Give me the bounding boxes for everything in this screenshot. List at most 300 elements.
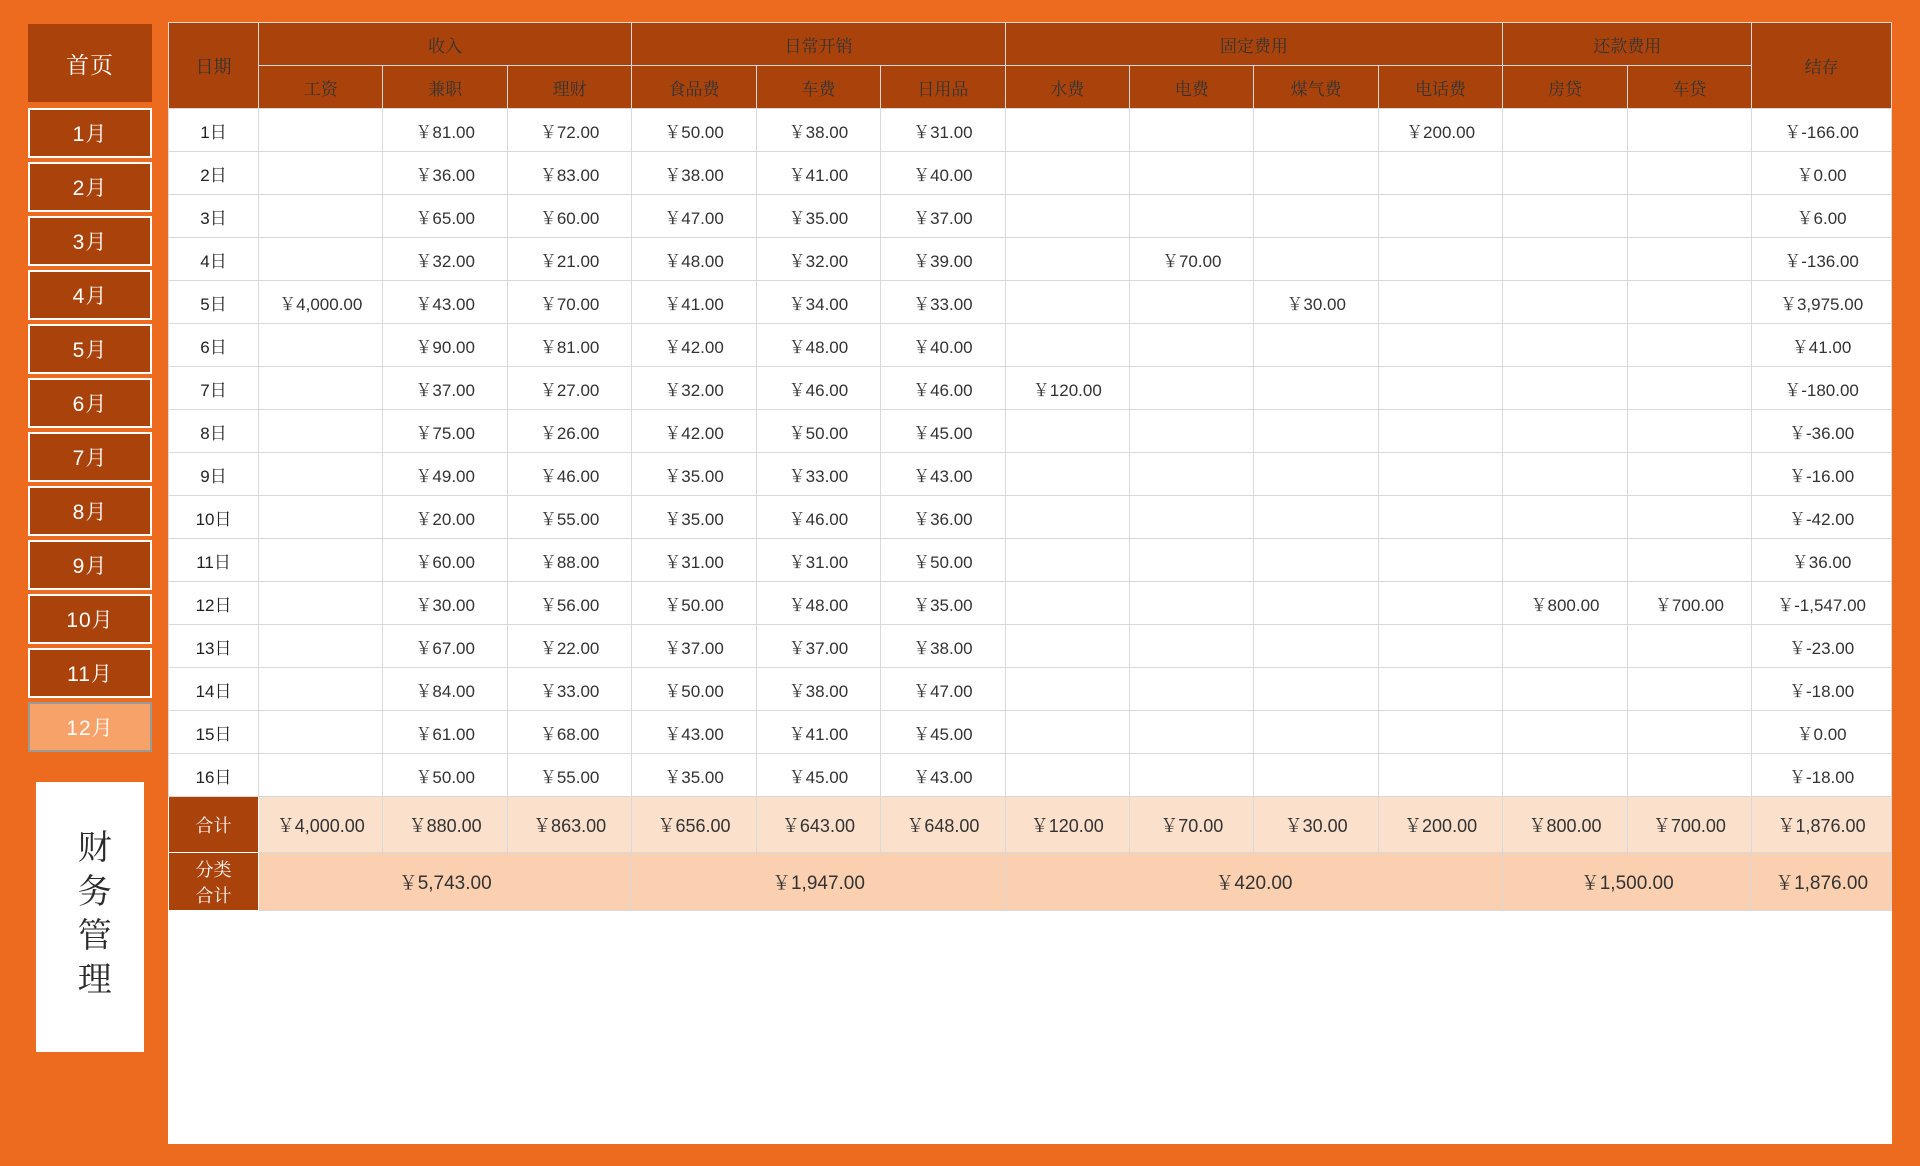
cell-daily-goods[interactable]: ￥45.00: [881, 711, 1005, 754]
cell-mortgage[interactable]: [1503, 195, 1627, 238]
cell-salary[interactable]: [259, 582, 383, 625]
cell-car-loan[interactable]: [1627, 711, 1751, 754]
column-group-repayment: 还款费用: [1503, 23, 1752, 66]
table-row[interactable]: [169, 367, 1892, 410]
cell-gas[interactable]: [1254, 668, 1378, 711]
cell-food[interactable]: ￥48.00: [632, 238, 756, 281]
cell-food[interactable]: ￥42.00: [632, 324, 756, 367]
column-group-income: 收入: [259, 23, 632, 66]
cell-balance: ￥36.00: [1752, 539, 1892, 582]
cell-parttime[interactable]: ￥32.00: [383, 238, 507, 281]
cell-electricity[interactable]: [1130, 754, 1254, 797]
cell-mortgage[interactable]: ￥800.00: [1503, 582, 1627, 625]
sidebar-item-label: 首页: [66, 51, 114, 78]
cell-phone[interactable]: [1378, 410, 1502, 453]
cell-balance: ￥-23.00: [1752, 625, 1892, 668]
cell-balance: ￥41.00: [1752, 324, 1892, 367]
cell-parttime[interactable]: ￥90.00: [383, 324, 507, 367]
cell-gas[interactable]: [1254, 582, 1378, 625]
cell-day: 2日: [169, 152, 259, 195]
cell-phone[interactable]: [1378, 625, 1502, 668]
table-row[interactable]: [169, 754, 1892, 797]
sidebar-item-month-12[interactable]: [28, 702, 152, 752]
cell-transport[interactable]: ￥45.00: [756, 754, 880, 797]
cell-gas[interactable]: [1254, 238, 1378, 281]
cell-mortgage[interactable]: [1503, 496, 1627, 539]
cell-electricity[interactable]: [1130, 496, 1254, 539]
cell-transport[interactable]: ￥41.00: [756, 711, 880, 754]
cell-daily-goods[interactable]: ￥47.00: [881, 668, 1005, 711]
cell-investment[interactable]: ￥81.00: [507, 324, 631, 367]
cell-car-loan[interactable]: [1627, 625, 1751, 668]
cell-balance: ￥-18.00: [1752, 754, 1892, 797]
cell-mortgage[interactable]: [1503, 152, 1627, 195]
cell-phone[interactable]: [1378, 754, 1502, 797]
table-row[interactable]: [169, 496, 1892, 539]
cell-parttime[interactable]: ￥43.00: [383, 281, 507, 324]
cell-water[interactable]: [1005, 496, 1129, 539]
cell-transport[interactable]: ￥38.00: [756, 109, 880, 152]
cell-balance: ￥6.00: [1752, 195, 1892, 238]
cell-phone[interactable]: [1378, 367, 1502, 410]
sidebar-item-month-2[interactable]: [28, 162, 152, 212]
cell-food[interactable]: ￥37.00: [632, 625, 756, 668]
cell-gas[interactable]: [1254, 367, 1378, 410]
cell-day: 6日: [169, 324, 259, 367]
table-row[interactable]: [169, 238, 1892, 281]
column-header-date: 日期: [169, 23, 259, 109]
cell-water[interactable]: [1005, 625, 1129, 668]
total-phone: ￥200.00: [1378, 797, 1502, 853]
cell-electricity[interactable]: [1130, 711, 1254, 754]
cell-daily-goods[interactable]: ￥35.00: [881, 582, 1005, 625]
cell-car-loan[interactable]: [1627, 453, 1751, 496]
cell-car-loan[interactable]: [1627, 195, 1751, 238]
column-header-electricity: 电费: [1130, 66, 1254, 109]
sidebar-item-label: 5月: [72, 339, 108, 362]
cell-day: 4日: [169, 238, 259, 281]
sidebar-item-month-8[interactable]: [28, 486, 152, 536]
cell-parttime[interactable]: ￥50.00: [383, 754, 507, 797]
cell-balance: ￥-18.00: [1752, 668, 1892, 711]
cell-food[interactable]: ￥42.00: [632, 410, 756, 453]
cell-mortgage[interactable]: [1503, 238, 1627, 281]
cell-gas[interactable]: [1254, 453, 1378, 496]
column-header-daily-goods: 日用品: [881, 66, 1005, 109]
cell-transport[interactable]: ￥50.00: [756, 410, 880, 453]
cell-day: 11日: [169, 539, 259, 582]
cell-water[interactable]: [1005, 582, 1129, 625]
cell-day: 9日: [169, 453, 259, 496]
cell-electricity[interactable]: [1130, 410, 1254, 453]
category-label-line1: 分类: [195, 859, 232, 880]
cell-salary[interactable]: [259, 754, 383, 797]
cell-gas[interactable]: [1254, 539, 1378, 582]
cell-phone[interactable]: [1378, 238, 1502, 281]
cell-transport[interactable]: ￥33.00: [756, 453, 880, 496]
cell-salary[interactable]: [259, 496, 383, 539]
sidebar-item-label: 8月: [72, 501, 108, 524]
cell-electricity[interactable]: [1130, 109, 1254, 152]
cell-parttime[interactable]: ￥84.00: [383, 668, 507, 711]
cell-transport[interactable]: ￥41.00: [756, 152, 880, 195]
cell-phone[interactable]: ￥200.00: [1378, 109, 1502, 152]
cell-salary[interactable]: [259, 539, 383, 582]
cell-phone[interactable]: [1378, 281, 1502, 324]
cell-water[interactable]: [1005, 281, 1129, 324]
cell-daily-goods[interactable]: ￥43.00: [881, 754, 1005, 797]
cell-salary[interactable]: [259, 152, 383, 195]
cell-daily-goods[interactable]: ￥38.00: [881, 625, 1005, 668]
cell-day: 12日: [169, 582, 259, 625]
cell-phone[interactable]: [1378, 711, 1502, 754]
column-header-mortgage: 房贷: [1503, 66, 1627, 109]
cell-parttime[interactable]: ￥49.00: [383, 453, 507, 496]
table-row[interactable]: [169, 195, 1892, 238]
cell-gas[interactable]: ￥30.00: [1254, 281, 1378, 324]
cell-car-loan[interactable]: [1627, 281, 1751, 324]
cell-car-loan[interactable]: [1627, 367, 1751, 410]
cell-food[interactable]: ￥50.00: [632, 109, 756, 152]
cell-salary[interactable]: [259, 410, 383, 453]
cell-phone[interactable]: [1378, 582, 1502, 625]
cell-day: 16日: [169, 754, 259, 797]
cell-salary[interactable]: ￥4,000.00: [259, 281, 383, 324]
cell-investment[interactable]: ￥26.00: [507, 410, 631, 453]
cell-parttime[interactable]: ￥60.00: [383, 539, 507, 582]
cell-gas[interactable]: [1254, 410, 1378, 453]
cell-daily-goods[interactable]: ￥43.00: [881, 453, 1005, 496]
cell-day: 10日: [169, 496, 259, 539]
cell-transport[interactable]: ￥38.00: [756, 668, 880, 711]
cell-water[interactable]: [1005, 109, 1129, 152]
sidebar-item-label: 11月: [67, 663, 113, 686]
cell-investment[interactable]: ￥88.00: [507, 539, 631, 582]
cell-parttime[interactable]: ￥81.00: [383, 109, 507, 152]
cell-daily-goods[interactable]: ￥36.00: [881, 496, 1005, 539]
sidebar-item-month-7[interactable]: [28, 432, 152, 482]
cell-car-loan[interactable]: [1627, 238, 1751, 281]
cell-phone[interactable]: [1378, 539, 1502, 582]
cell-water[interactable]: [1005, 195, 1129, 238]
cell-food[interactable]: ￥43.00: [632, 711, 756, 754]
cell-food[interactable]: ￥35.00: [632, 754, 756, 797]
total-transport: ￥643.00: [756, 797, 880, 853]
cell-salary[interactable]: [259, 711, 383, 754]
total-parttime: ￥880.00: [383, 797, 507, 853]
sidebar-item-month-6[interactable]: [28, 378, 152, 428]
cell-food[interactable]: ￥41.00: [632, 281, 756, 324]
sidebar-item-label: 6月: [72, 393, 108, 416]
cell-mortgage[interactable]: [1503, 668, 1627, 711]
sidebar-item-month-3[interactable]: [28, 216, 152, 266]
sidebar: [20, 22, 160, 1144]
cell-water[interactable]: [1005, 539, 1129, 582]
cell-mortgage[interactable]: [1503, 281, 1627, 324]
category-totals-row-label: [169, 853, 259, 911]
cell-water[interactable]: [1005, 152, 1129, 195]
cell-mortgage[interactable]: [1503, 109, 1627, 152]
cell-electricity[interactable]: [1130, 539, 1254, 582]
cell-daily-goods[interactable]: ￥45.00: [881, 410, 1005, 453]
column-header-balance: 结存: [1752, 23, 1892, 109]
cell-salary[interactable]: [259, 109, 383, 152]
column-header-car-loan: 车贷: [1627, 66, 1751, 109]
cell-balance: ￥-136.00: [1752, 238, 1892, 281]
category-total-daily: ￥1,947.00: [632, 853, 1005, 911]
cell-investment[interactable]: ￥56.00: [507, 582, 631, 625]
sidebar-item-home[interactable]: [28, 24, 152, 102]
cell-water[interactable]: ￥120.00: [1005, 367, 1129, 410]
cell-transport[interactable]: ￥35.00: [756, 195, 880, 238]
table-row[interactable]: [169, 711, 1892, 754]
cell-salary[interactable]: [259, 238, 383, 281]
cell-balance: ￥-36.00: [1752, 410, 1892, 453]
cell-transport[interactable]: ￥31.00: [756, 539, 880, 582]
cell-gas[interactable]: [1254, 711, 1378, 754]
sidebar-item-label: 2月: [72, 177, 108, 200]
cell-electricity[interactable]: ￥70.00: [1130, 238, 1254, 281]
table-row[interactable]: [169, 281, 1892, 324]
budget-table-container: [168, 22, 1892, 1144]
sidebar-item-month-10[interactable]: [28, 594, 152, 644]
table-header: [169, 23, 1892, 109]
cell-food[interactable]: ￥32.00: [632, 367, 756, 410]
totals-row-label: 合计: [169, 797, 259, 853]
total-electricity: ￥70.00: [1130, 797, 1254, 853]
cell-food[interactable]: ￥50.00: [632, 582, 756, 625]
cell-food[interactable]: ￥35.00: [632, 453, 756, 496]
total-daily-goods: ￥648.00: [881, 797, 1005, 853]
total-investment: ￥863.00: [507, 797, 631, 853]
cell-daily-goods[interactable]: ￥46.00: [881, 367, 1005, 410]
sidebar-item-label: 12月: [66, 717, 114, 740]
cell-daily-goods[interactable]: ￥37.00: [881, 195, 1005, 238]
sidebar-item-label: 4月: [72, 285, 108, 308]
cell-electricity[interactable]: [1130, 668, 1254, 711]
cell-food[interactable]: ￥38.00: [632, 152, 756, 195]
cell-car-loan[interactable]: [1627, 754, 1751, 797]
cell-parttime[interactable]: ￥30.00: [383, 582, 507, 625]
cell-food[interactable]: ￥47.00: [632, 195, 756, 238]
cell-investment[interactable]: ￥70.00: [507, 281, 631, 324]
cell-car-loan[interactable]: [1627, 109, 1751, 152]
cell-balance: ￥-180.00: [1752, 367, 1892, 410]
cell-investment[interactable]: ￥72.00: [507, 109, 631, 152]
table-header-group-row: [169, 23, 1892, 66]
table-row[interactable]: [169, 625, 1892, 668]
cell-transport[interactable]: ￥48.00: [756, 582, 880, 625]
cell-balance: ￥3,975.00: [1752, 281, 1892, 324]
cell-balance: ￥0.00: [1752, 711, 1892, 754]
cell-phone[interactable]: [1378, 324, 1502, 367]
cell-transport[interactable]: ￥34.00: [756, 281, 880, 324]
total-salary: ￥4,000.00: [259, 797, 383, 853]
cell-transport[interactable]: ￥37.00: [756, 625, 880, 668]
cell-daily-goods[interactable]: ￥50.00: [881, 539, 1005, 582]
cell-daily-goods[interactable]: ￥40.00: [881, 324, 1005, 367]
cell-parttime[interactable]: ￥67.00: [383, 625, 507, 668]
column-header-investment: 理财: [507, 66, 631, 109]
cell-phone[interactable]: [1378, 152, 1502, 195]
cell-transport[interactable]: ￥46.00: [756, 367, 880, 410]
category-label-line2: 合计: [195, 885, 232, 906]
cell-phone[interactable]: [1378, 668, 1502, 711]
table-row[interactable]: [169, 668, 1892, 711]
cell-salary[interactable]: [259, 668, 383, 711]
cell-electricity[interactable]: [1130, 281, 1254, 324]
cell-day: 13日: [169, 625, 259, 668]
cell-mortgage[interactable]: [1503, 453, 1627, 496]
cell-gas[interactable]: [1254, 625, 1378, 668]
total-mortgage: ￥800.00: [1503, 797, 1627, 853]
column-header-phone: 电话费: [1378, 66, 1502, 109]
cell-mortgage[interactable]: [1503, 754, 1627, 797]
budget-table: [168, 22, 1892, 911]
total-car-loan: ￥700.00: [1627, 797, 1751, 853]
cell-food[interactable]: ￥35.00: [632, 496, 756, 539]
app-vertical-title-text: 财务管理: [72, 829, 110, 1005]
cell-salary[interactable]: [259, 324, 383, 367]
cell-water[interactable]: [1005, 668, 1129, 711]
cell-food[interactable]: ￥50.00: [632, 668, 756, 711]
cell-investment[interactable]: ￥27.00: [507, 367, 631, 410]
cell-investment[interactable]: ￥55.00: [507, 754, 631, 797]
cell-parttime[interactable]: ￥65.00: [383, 195, 507, 238]
category-total-income: ￥5,743.00: [259, 853, 632, 911]
cell-water[interactable]: [1005, 711, 1129, 754]
column-group-daily-expense: 日常开销: [632, 23, 1005, 66]
total-food: ￥656.00: [632, 797, 756, 853]
total-water: ￥120.00: [1005, 797, 1129, 853]
table-row[interactable]: [169, 152, 1892, 195]
cell-gas[interactable]: [1254, 754, 1378, 797]
cell-investment[interactable]: ￥55.00: [507, 496, 631, 539]
cell-electricity[interactable]: [1130, 582, 1254, 625]
cell-parttime[interactable]: ￥61.00: [383, 711, 507, 754]
cell-gas[interactable]: [1254, 496, 1378, 539]
cell-car-loan[interactable]: [1627, 410, 1751, 453]
cell-mortgage[interactable]: [1503, 539, 1627, 582]
cell-car-loan[interactable]: [1627, 668, 1751, 711]
cell-daily-goods[interactable]: ￥39.00: [881, 238, 1005, 281]
cell-day: 14日: [169, 668, 259, 711]
cell-investment[interactable]: ￥21.00: [507, 238, 631, 281]
cell-mortgage[interactable]: [1503, 367, 1627, 410]
cell-water[interactable]: [1005, 453, 1129, 496]
column-header-parttime: 兼职: [383, 66, 507, 109]
cell-transport[interactable]: ￥48.00: [756, 324, 880, 367]
cell-food[interactable]: ￥31.00: [632, 539, 756, 582]
cell-mortgage[interactable]: [1503, 324, 1627, 367]
cell-balance: ￥0.00: [1752, 152, 1892, 195]
total-gas: ￥30.00: [1254, 797, 1378, 853]
cell-salary[interactable]: [259, 195, 383, 238]
cell-day: 3日: [169, 195, 259, 238]
cell-parttime[interactable]: ￥20.00: [383, 496, 507, 539]
cell-phone[interactable]: [1378, 195, 1502, 238]
cell-daily-goods[interactable]: ￥40.00: [881, 152, 1005, 195]
sidebar-item-month-9[interactable]: [28, 540, 152, 590]
cell-gas[interactable]: [1254, 152, 1378, 195]
table-row[interactable]: [169, 582, 1892, 625]
cell-electricity[interactable]: [1130, 152, 1254, 195]
cell-electricity[interactable]: [1130, 324, 1254, 367]
cell-mortgage[interactable]: [1503, 410, 1627, 453]
table-row[interactable]: [169, 410, 1892, 453]
cell-balance: ￥-42.00: [1752, 496, 1892, 539]
cell-salary[interactable]: [259, 367, 383, 410]
cell-water[interactable]: [1005, 754, 1129, 797]
cell-balance: ￥-1,547.00: [1752, 582, 1892, 625]
cell-car-loan[interactable]: ￥700.00: [1627, 582, 1751, 625]
cell-parttime[interactable]: ￥75.00: [383, 410, 507, 453]
cell-day: 15日: [169, 711, 259, 754]
column-header-salary: 工资: [259, 66, 383, 109]
cell-daily-goods[interactable]: ￥31.00: [881, 109, 1005, 152]
cell-salary[interactable]: [259, 453, 383, 496]
cell-transport[interactable]: ￥32.00: [756, 238, 880, 281]
cell-water[interactable]: [1005, 324, 1129, 367]
cell-mortgage[interactable]: [1503, 625, 1627, 668]
cell-electricity[interactable]: [1130, 195, 1254, 238]
cell-investment[interactable]: ￥68.00: [507, 711, 631, 754]
category-total-repayment: ￥1,500.00: [1503, 853, 1752, 911]
cell-investment[interactable]: ￥60.00: [507, 195, 631, 238]
cell-electricity[interactable]: [1130, 367, 1254, 410]
sidebar-item-month-11[interactable]: [28, 648, 152, 698]
table-row[interactable]: [169, 324, 1892, 367]
cell-balance: ￥-166.00: [1752, 109, 1892, 152]
sidebar-item-month-5[interactable]: [28, 324, 152, 374]
cell-balance: ￥-16.00: [1752, 453, 1892, 496]
cell-gas[interactable]: [1254, 195, 1378, 238]
cell-car-loan[interactable]: [1627, 539, 1751, 582]
cell-water[interactable]: [1005, 410, 1129, 453]
cell-parttime[interactable]: ￥37.00: [383, 367, 507, 410]
cell-gas[interactable]: [1254, 109, 1378, 152]
cell-day: 5日: [169, 281, 259, 324]
cell-water[interactable]: [1005, 238, 1129, 281]
column-header-gas: 煤气费: [1254, 66, 1378, 109]
cell-electricity[interactable]: [1130, 625, 1254, 668]
sidebar-item-month-4[interactable]: [28, 270, 152, 320]
table-body: [169, 109, 1892, 911]
cell-parttime[interactable]: ￥36.00: [383, 152, 507, 195]
cell-mortgage[interactable]: [1503, 711, 1627, 754]
cell-transport[interactable]: ￥46.00: [756, 496, 880, 539]
cell-daily-goods[interactable]: ￥33.00: [881, 281, 1005, 324]
cell-car-loan[interactable]: [1627, 324, 1751, 367]
cell-investment[interactable]: ￥22.00: [507, 625, 631, 668]
cell-gas[interactable]: [1254, 324, 1378, 367]
table-row[interactable]: [169, 109, 1892, 152]
cell-salary[interactable]: [259, 625, 383, 668]
cell-investment[interactable]: ￥33.00: [507, 668, 631, 711]
cell-phone[interactable]: [1378, 496, 1502, 539]
cell-car-loan[interactable]: [1627, 152, 1751, 195]
cell-investment[interactable]: ￥46.00: [507, 453, 631, 496]
cell-investment[interactable]: ￥83.00: [507, 152, 631, 195]
sidebar-item-month-1[interactable]: [28, 108, 152, 158]
category-total-fixed: ￥420.00: [1005, 853, 1503, 911]
table-row[interactable]: [169, 453, 1892, 496]
table-row[interactable]: [169, 539, 1892, 582]
cell-phone[interactable]: [1378, 453, 1502, 496]
cell-electricity[interactable]: [1130, 453, 1254, 496]
total-balance: ￥1,876.00: [1752, 797, 1892, 853]
cell-car-loan[interactable]: [1627, 496, 1751, 539]
